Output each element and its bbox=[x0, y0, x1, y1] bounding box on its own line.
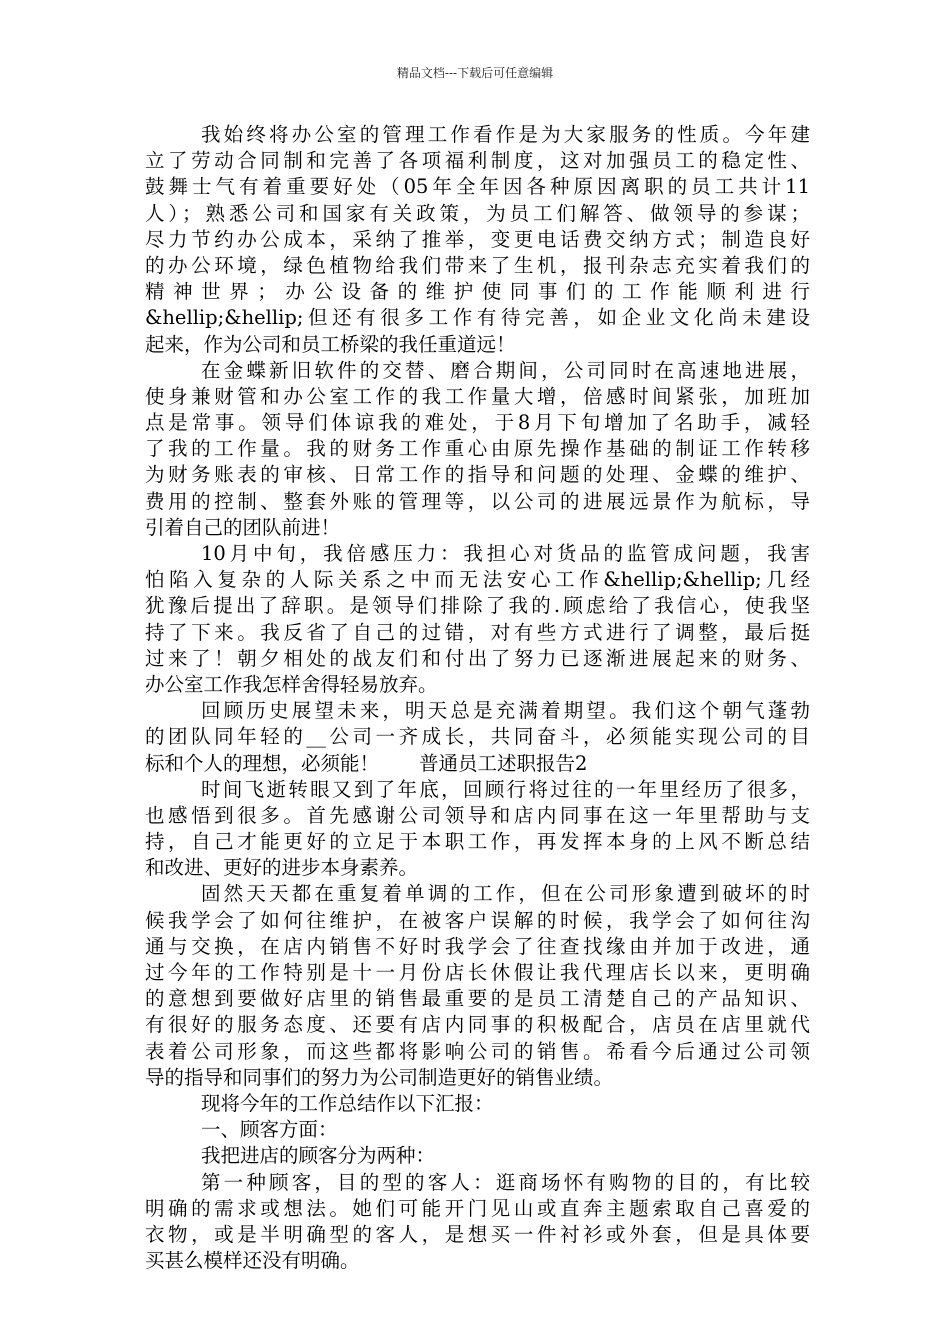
text-line: 怕陷入复杂的人际关系之中而无法安心工作&hellip;&hellip;几经 bbox=[145, 568, 810, 592]
paragraph-2 bbox=[145, 358, 810, 541]
text-line: 回顾历史展望未来，明天总是充满着期望。我们这个朝气蓬勃 bbox=[201, 699, 810, 723]
paragraph-1 bbox=[145, 122, 810, 358]
paragraph-8 bbox=[145, 1117, 810, 1143]
text-line: 衣物，或是半明确型的客人，是想买一件衬衫或外套，但是具体要 bbox=[145, 1222, 810, 1246]
text-line: 的团队同年轻的__公司一齐成长，共同奋斗，必须能实现公司的目 bbox=[145, 725, 810, 749]
text-line: 起来，作为公司和员工桥梁的我任重道远！ bbox=[145, 332, 516, 356]
text-line: 办公室工作我怎样舍得轻易放弃。 bbox=[145, 672, 438, 696]
paragraph-9 bbox=[145, 1143, 810, 1169]
text-line: 过今年的工作特别是十一月份店长休假让我代理店长以来，更明确 bbox=[145, 961, 810, 984]
document-body bbox=[145, 122, 810, 1274]
text-line bbox=[145, 751, 810, 777]
text-line: 使身兼财管和办公室工作的我工作量大增，倍感时间紧张，加班加 bbox=[145, 384, 810, 408]
text-line: 我把进店的顾客分为两种： bbox=[201, 1144, 436, 1168]
text-line: 一、顾客方面： bbox=[201, 1118, 338, 1142]
text-line: 导的指导和同事们的努力为公司制造更好的销售业绩。 bbox=[145, 1065, 614, 1089]
text-line: 时间飞逝转眼又到了年底，回顾行将过往的一年里经历了很多， bbox=[201, 777, 810, 801]
text-line: 尽力节约办公成本，采纳了推举，变更电话费交纳方式；制造良好 bbox=[145, 227, 810, 251]
text-line: 通与交换，在店内销售不好时我学会了往查找缘由并加于改进，通 bbox=[145, 934, 810, 958]
text-line: 鼓舞士气有着重要好处（05年全年因各种原因离职的员工共计11 bbox=[145, 175, 810, 199]
paragraph-4 bbox=[145, 698, 810, 777]
paragraph-3 bbox=[145, 541, 810, 698]
text-line: 过来了！朝夕相处的战友们和付出了努力已逐渐进展起来的财务、 bbox=[145, 646, 810, 670]
text-line: 犹豫后提出了辞职。是领导们排除了我的.顾虑给了我信心，使我坚 bbox=[145, 594, 810, 618]
text-line: 费用的控制、整套外账的管理等，以公司的进展远景作为航标，导 bbox=[145, 489, 810, 513]
paragraph-7 bbox=[145, 1091, 810, 1117]
text-line: 现将今年的工作总结作以下汇报： bbox=[201, 1091, 494, 1115]
text-line: 引着自己的团队前进！ bbox=[145, 515, 341, 539]
text-line: 10月中旬，我倍感压力：我担心对货品的监管成问题，我害 bbox=[201, 542, 810, 565]
text-line: 在金蝶新旧软件的交替、磨合期间，公司同时在高速地进展， bbox=[201, 358, 810, 382]
paragraph-5 bbox=[145, 777, 810, 882]
text-line: 了我的工作量。我的财务工作重心由原先操作基础的制证工作转移 bbox=[145, 437, 810, 461]
text-line: 点是常事。领导们体谅我的难处，于8月下旬增加了名助手，减轻 bbox=[145, 411, 810, 435]
text-line: 的意想到要做好店里的销售最重要的是员工清楚自己的产品知识、 bbox=[145, 987, 810, 1011]
text-line: 第一种顾客，目的型的客人：逛商场怀有购物的目的，有比较 bbox=[201, 1170, 810, 1194]
paragraph-6 bbox=[145, 881, 810, 1091]
paragraph-10 bbox=[145, 1170, 810, 1275]
text-line: 候我学会了如何往维护，在被客户误解的时候，我学会了如何往沟 bbox=[145, 908, 810, 932]
text-line: 表着公司形象，而这些都将影响公司的销售。希看今后通过公司领 bbox=[145, 1039, 810, 1063]
text-line: 的办公环境，绿色植物给我们带来了生机，报刊杂志充实着我们的 bbox=[145, 253, 810, 277]
paragraph-ending: 标和个人的理想，必须能！ bbox=[145, 751, 380, 775]
text-line: 我始终将办公室的管理工作看作是为大家服务的性质。今年建 bbox=[201, 123, 810, 146]
text-line: 为财务账表的审核、日常工作的指导和问题的处理、金蝶的维护、 bbox=[145, 463, 810, 487]
text-line: 固然天天都在重复着单调的工作，但在公司形象遭到破坏的时 bbox=[201, 882, 810, 906]
text-line: 买甚么模样还没有明确。 bbox=[145, 1249, 360, 1273]
text-line: 明确的需求或想法。她们可能开门见山或直奔主题索取自己喜爱的 bbox=[145, 1196, 810, 1220]
text-line: 持了下来。我反省了自己的过错，对有些方式进行了调整，最后挺 bbox=[145, 620, 810, 644]
text-line: 持，自己才能更好的立足于本职工作，再发挥本身的上风不断总结 bbox=[145, 830, 810, 854]
text-line: &hellip;&hellip;但还有很多工作有待完善，如企业文化尚未建设 bbox=[145, 306, 810, 330]
section-title: 普通员工述职报告2 bbox=[419, 751, 588, 775]
text-line: 有很好的服务态度、还要有店内同事的积极配合，店员在店里就代 bbox=[145, 1013, 810, 1037]
text-line: 也感悟到很多。首先感谢公司领导和店内同事在这一年里帮助与支 bbox=[145, 803, 810, 827]
text-line: 立了劳动合同制和完善了各项福利制度，这对加强员工的稳定性、 bbox=[145, 149, 810, 173]
text-line: 人）；熟悉公司和国家有关政策，为员工们解答、做领导的参谋； bbox=[145, 201, 810, 225]
text-line: 精神世界；办公设备的维护使同事们的工作能顺利进行 bbox=[145, 280, 810, 304]
page-header: 精品文档---下载后可任意编辑 bbox=[396, 66, 554, 80]
text-line: 和改进、更好的进步本身素养。 bbox=[145, 856, 419, 880]
